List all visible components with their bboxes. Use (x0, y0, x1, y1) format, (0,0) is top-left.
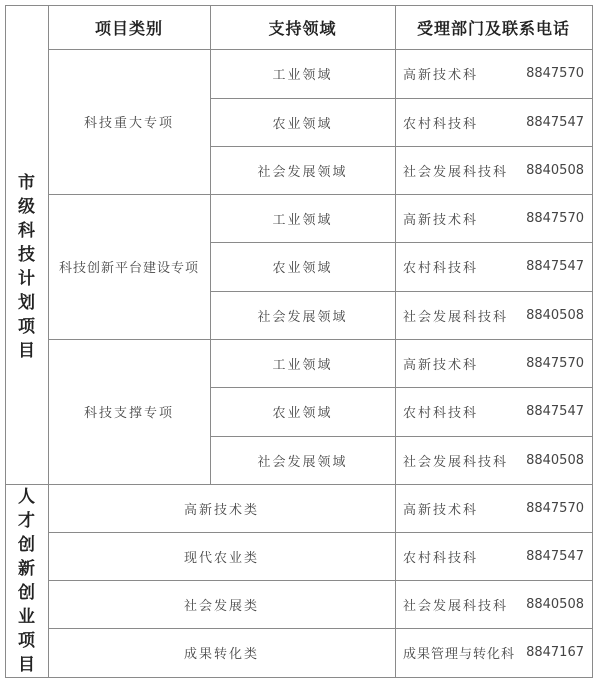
phone-number: 8847547 (526, 548, 584, 564)
field-cell: 社会发展领域 (257, 164, 348, 180)
contact-cell (395, 49, 592, 98)
title-char: 创 (18, 582, 35, 603)
dept-name: 社会发展科技科 (403, 598, 509, 614)
phone-number: 8847570 (526, 355, 584, 371)
title-char: 才 (18, 510, 35, 531)
dept-name: 社会发展科技科 (403, 164, 509, 180)
field-cell: 农业领域 (272, 406, 333, 421)
dept-name: 高新技术科 (403, 68, 479, 83)
phone-number: 8840508 (526, 307, 584, 323)
title-char: 人 (18, 486, 35, 507)
title-char: 目 (18, 654, 35, 675)
contact-cell (395, 194, 592, 242)
contact-cell (395, 339, 592, 387)
field-cell: 工业领域 (272, 357, 333, 373)
dept-name: 农村科技科 (403, 116, 479, 132)
contact-cell (395, 532, 592, 580)
dept-name: 高新技术科 (403, 212, 479, 228)
title-char: 技 (18, 244, 35, 265)
phone-number: 8847570 (526, 210, 584, 226)
title-char: 业 (18, 606, 35, 627)
phone-number: 8840508 (526, 596, 584, 612)
contact-cell (395, 484, 592, 532)
phone-number: 8847570 (526, 66, 584, 81)
header-field: 支持领域 (268, 18, 337, 38)
dept-name: 农村科技科 (403, 550, 479, 566)
contact-cell (395, 291, 592, 339)
grid-line (5, 677, 593, 678)
field-cell: 社会发展领域 (257, 309, 348, 325)
phone-number: 8840508 (526, 162, 584, 178)
dept-name: 农村科技科 (403, 406, 479, 421)
field-cell: 社会发展领域 (257, 454, 348, 470)
phone-number: 8840508 (526, 452, 584, 468)
title-char: 划 (18, 292, 35, 313)
dept-name: 高新技术科 (403, 357, 479, 373)
phone-number: 8847547 (526, 404, 584, 419)
field-cell: 工业领域 (272, 68, 333, 83)
phone-number: 8847570 (526, 500, 584, 516)
contact-cell (395, 436, 592, 484)
phone-number: 8847547 (526, 114, 584, 130)
dept-name: 高新技术科 (403, 502, 479, 518)
title-char: 新 (18, 558, 35, 579)
category-platform-project: 科技创新平台建设专项 (58, 261, 199, 276)
contact-cell (395, 628, 592, 677)
title-char: 级 (18, 196, 35, 217)
title-char: 目 (18, 340, 35, 361)
phone-number: 8847167 (526, 645, 584, 660)
group-title-municipal (5, 49, 48, 484)
dept-name: 社会发展科技科 (403, 309, 509, 325)
title-char: 科 (18, 220, 35, 241)
contact-cell (395, 242, 592, 291)
field-cell: 社会发展类 (183, 598, 259, 614)
field-cell: 现代农业类 (183, 550, 259, 566)
header-contact: 受理部门及联系电话 (416, 18, 570, 38)
header-category: 项目类别 (94, 18, 163, 38)
field-cell: 高新技术类 (183, 502, 259, 518)
dept-name: 农村科技科 (403, 261, 479, 276)
field-cell: 成果转化类 (183, 647, 259, 662)
phone-number: 8847547 (526, 259, 584, 274)
field-cell: 农业领域 (272, 116, 333, 132)
title-char: 计 (18, 268, 35, 289)
field-cell: 农业领域 (272, 261, 333, 276)
field-cell: 工业领域 (272, 212, 333, 228)
dept-name: 社会发展科技科 (403, 454, 509, 470)
dept-name: 成果管理与转化科 (403, 647, 516, 662)
grid-line (592, 5, 593, 678)
title-char: 市 (18, 172, 35, 193)
contact-cell (395, 146, 592, 194)
category-support-project: 科技支撑专项 (83, 406, 174, 421)
category-major-project: 科技重大专项 (83, 116, 174, 131)
contact-cell (395, 387, 592, 436)
contact-cell (395, 580, 592, 628)
title-char: 项 (18, 316, 35, 337)
group-title-talent (5, 484, 48, 677)
title-char: 项 (18, 630, 35, 651)
contact-cell (395, 98, 592, 146)
title-char: 创 (18, 534, 35, 555)
